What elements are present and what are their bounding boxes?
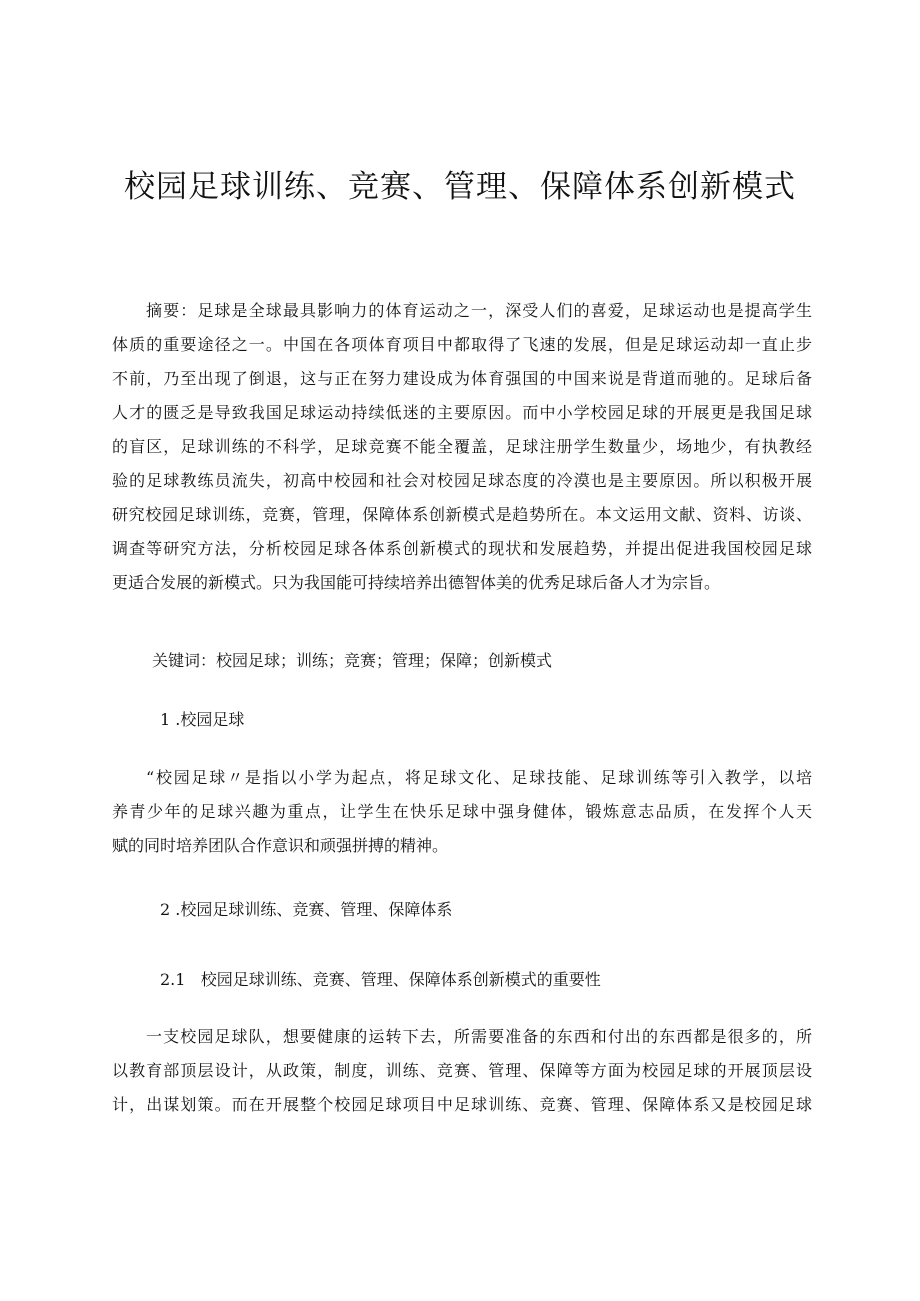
section-2-heading: 2 .校园足球训练、竞赛、管理、保障体系 — [160, 900, 453, 919]
abstract-line: 摘要：足球是全球最具影响力的体育运动之一，深受人们的喜爱，足球运动也是提高学生 — [146, 301, 812, 320]
abstract-line: 人才的匮乏是导致我国足球运动持续低迷的主要原因。而中小学校园足球的开展更是我国足球 — [112, 403, 812, 422]
section-2-1-heading: 2.1 校园足球训练、竞赛、管理、保障体系创新模式的重要性 — [160, 970, 601, 989]
abstract-line: 的盲区，足球训练的不科学，足球竞赛不能全覆盖，足球注册学生数量少，场地少，有执教经 — [112, 437, 812, 456]
abstract-line: 调查等研究方法，分析校园足球各体系创新模式的现状和发展趋势，并提出促进我国校园足球 — [112, 539, 812, 558]
document-title: 校园足球训练、竞赛、管理、保障体系创新模式 — [124, 169, 796, 205]
abstract-line: 研究校园足球训练，竞赛，管理，保障体系创新模式是趋势所在。本文运用文献、资料、访谈、 — [112, 505, 812, 524]
section-1-line: “校园足球〃是指以小学为起点，将足球文化、足球技能、足球训练等引入教学，以培 — [146, 768, 812, 787]
section-1-heading: 1 .校园足球 — [160, 710, 245, 729]
section-2-1-line: 以教育部顶层设计，从政策，制度，训练、竞赛、管理、保障等方面为校园足球的开展顶层设 — [112, 1061, 812, 1080]
abstract-line: 更适合发展的新模式。只为我国能可持续培养出德智体美的优秀足球后备人才为宗旨。 — [112, 573, 721, 592]
abstract-paragraph — [112, 294, 812, 600]
abstract-line: 验的足球教练员流失，初高中校园和社会对校园足球态度的冷漠也是主要原因。所以积极开展 — [112, 471, 812, 490]
abstract-line: 不前，乃至出现了倒退，这与正在努力建设成为体育强国的中国来说是背道而驰的。足球后备 — [112, 369, 812, 388]
section-2-1-line: 计，出谋划策。而在开展整个校园足球项目中足球训练、竞赛、管理、保障体系又是校园足球 — [112, 1095, 812, 1114]
abstract-line: 体质的重要途径之一。中国在各项体育项目中都取得了飞速的发展，但是足球运动却一直止步 — [112, 335, 812, 354]
section-2-1-line: 一支校园足球队，想要健康的运转下去，所需要准备的东西和付出的东西都是很多的，所 — [146, 1027, 812, 1046]
section-1-line: 赋的同时培养团队合作意识和顽强拼搏的精神。 — [112, 836, 449, 855]
keywords: 关键词：校园足球；训练；竞赛；管理；保障；创新模式 — [152, 651, 553, 670]
section-1-paragraph — [112, 761, 812, 863]
section-1-line: 养青少年的足球兴趣为重点，让学生在快乐足球中强身健体，锻炼意志品质，在发挥个人天 — [112, 802, 812, 821]
section-2-1-paragraph — [112, 1020, 812, 1122]
